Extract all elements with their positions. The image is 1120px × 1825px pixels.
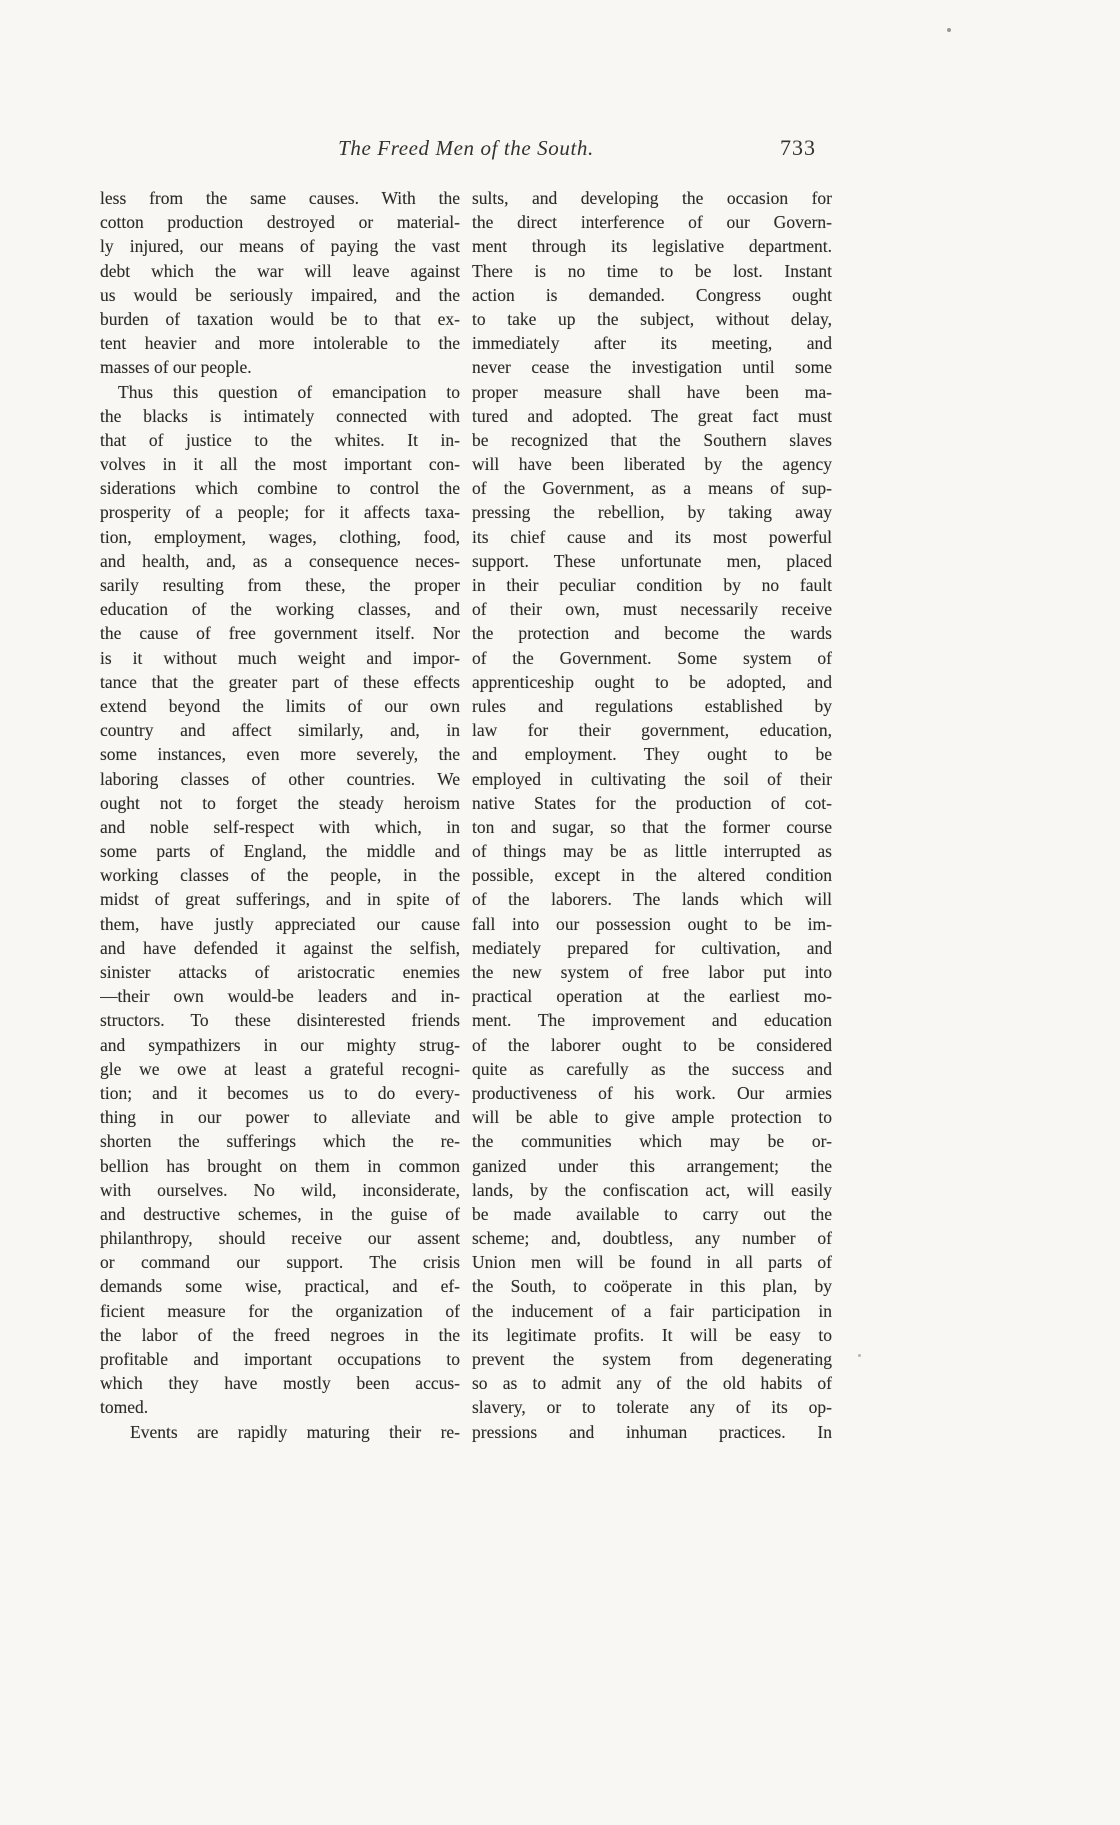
text-line: rules and regulations established by bbox=[472, 695, 832, 716]
text-line: prosperity of a people; for it affects taxa- bbox=[100, 502, 460, 523]
text-line: employed in cultivating the soil of their bbox=[472, 768, 832, 789]
text-line: practical operation at the earliest mo- bbox=[472, 986, 832, 1007]
text-line: demands some wise, practical, and ef- bbox=[100, 1276, 460, 1297]
text-line: philanthropy, should receive our assent bbox=[100, 1228, 460, 1249]
text-line: its chief cause and its most powerful bbox=[472, 526, 832, 547]
text-line: profitable and important occupations to bbox=[100, 1349, 460, 1369]
text-line: siderations which combine to control the bbox=[100, 478, 460, 499]
text-line: or command our support. The crisis bbox=[100, 1252, 460, 1273]
text-line: structors. To these disinterested friends bbox=[100, 1010, 460, 1031]
text-line: pressions and inhuman practices. In bbox=[472, 1421, 832, 1442]
text-line: ought not to forget the steady heroism bbox=[100, 792, 460, 813]
text-line: country and affect similarly, and, in bbox=[100, 720, 460, 741]
text-line: ton and sugar, so that the former course bbox=[472, 816, 832, 837]
text-line: the protection and become the wards bbox=[472, 623, 832, 644]
text-line: law for their government, education, bbox=[472, 720, 832, 741]
text-line: tent heavier and more intolerable to the bbox=[100, 333, 460, 354]
text-line: slavery, or to tolerate any of its op- bbox=[472, 1397, 832, 1418]
text-line: never cease the investigation until some bbox=[472, 357, 832, 378]
text-line: of the Government. Some system of bbox=[472, 647, 832, 668]
text-line: of things may be as little interrupted as bbox=[472, 841, 832, 862]
text-line: bellion has brought on them in common bbox=[100, 1155, 460, 1176]
text-line: scheme; and, doubtless, any number of bbox=[472, 1228, 832, 1249]
text-line: ly injured, our means of paying the vast bbox=[100, 236, 460, 257]
text-line: lands, by the confiscation act, will easily bbox=[472, 1179, 832, 1200]
text-line: There is no time to be lost. Instant bbox=[472, 260, 832, 281]
text-line: of the laborers. The lands which will bbox=[472, 889, 832, 910]
text-line: will have been liberated by the agency bbox=[472, 454, 832, 475]
text-line: us would be seriously impaired, and the bbox=[100, 284, 460, 305]
text-line: in their peculiar condition by no fault bbox=[472, 575, 832, 595]
text-line: that of justice to the whites. It in- bbox=[100, 429, 460, 450]
text-line: Events are rapidly maturing their re- bbox=[130, 1421, 460, 1442]
text-line: native States for the production of cot- bbox=[472, 792, 832, 813]
text-line: with ourselves. No wild, inconsiderate, bbox=[100, 1179, 460, 1200]
text-line: which they have mostly been accus- bbox=[100, 1373, 460, 1394]
text-line: them, have justly appreciated our cause bbox=[100, 913, 460, 934]
text-line: mediately prepared for cultivation, and bbox=[472, 937, 832, 958]
text-line: midst of great sufferings, and in spite of bbox=[100, 889, 460, 910]
text-line: ganized under this arrangement; the bbox=[472, 1155, 832, 1176]
text-line: and have defended it against the selfish, bbox=[100, 937, 460, 958]
scan-speck bbox=[947, 28, 951, 32]
text-line: ment through its legislative department. bbox=[472, 236, 832, 257]
text-line: and noble self-respect with which, in bbox=[100, 816, 460, 837]
text-line: gle we owe at least a grateful recogni- bbox=[100, 1058, 460, 1079]
text-line: the South, to coöperate in this plan, by bbox=[472, 1276, 832, 1297]
text-line: action is demanded. Congress ought bbox=[472, 284, 832, 305]
text-line: will be able to give ample protection to bbox=[472, 1107, 832, 1128]
text-line: sults, and developing the occasion for bbox=[472, 188, 832, 208]
text-line: be recognized that the Southern slaves bbox=[472, 429, 832, 450]
right-column bbox=[472, 186, 832, 1444]
page-title: The Freed Men of the South. bbox=[338, 136, 594, 160]
text-line: of the laborer ought to be considered bbox=[472, 1034, 832, 1055]
page-number: 733 bbox=[780, 135, 816, 160]
text-line: ficient measure for the organization of bbox=[100, 1300, 460, 1321]
text-line: shorten the sufferings which the re- bbox=[100, 1131, 460, 1152]
text-line: be made available to carry out the bbox=[472, 1203, 832, 1224]
text-line: some parts of England, the middle and bbox=[100, 841, 460, 862]
text-line: and employment. They ought to be bbox=[472, 744, 832, 765]
text-line: debt which the war will leave against bbox=[100, 260, 460, 281]
text-line: tance that the greater part of these effects bbox=[100, 671, 460, 692]
text-line: immediately after its meeting, and bbox=[472, 333, 832, 354]
text-line: of the Government, as a means of sup- bbox=[472, 478, 832, 499]
text-line: Thus this question of emancipation to bbox=[118, 381, 460, 402]
text-line: the blacks is intimately connected with bbox=[100, 405, 460, 426]
left-column bbox=[100, 186, 460, 1444]
text-line: sinister attacks of aristocratic enemies bbox=[100, 962, 460, 982]
text-line: of their own, must necessarily receive bbox=[472, 599, 832, 620]
text-line: fall into our possession ought to be im- bbox=[472, 913, 832, 934]
text-line: working classes of the people, in the bbox=[100, 865, 460, 886]
text-line: some instances, even more severely, the bbox=[100, 744, 460, 765]
text-line: tured and adopted. The great fact must bbox=[472, 405, 832, 426]
text-line: the direct interference of our Govern- bbox=[472, 212, 832, 233]
text-line: —their own would-be leaders and in- bbox=[100, 986, 460, 1007]
text-line: less from the same causes. With the bbox=[100, 188, 460, 208]
text-line: pressing the rebellion, by taking away bbox=[472, 502, 832, 523]
text-line: thing in our power to alleviate and bbox=[100, 1107, 460, 1128]
text-line: and health, and, as a consequence neces- bbox=[100, 550, 460, 571]
text-line: proper measure shall have been ma- bbox=[472, 381, 832, 402]
text-line: ment. The improvement and education bbox=[472, 1010, 832, 1031]
text-line: tion; and it becomes us to do every- bbox=[100, 1082, 460, 1103]
text-line: extend beyond the limits of our own bbox=[100, 695, 460, 716]
running-head bbox=[100, 136, 832, 166]
text-line: cotton production destroyed or material- bbox=[100, 212, 460, 233]
text-line: prevent the system from degenerating bbox=[472, 1349, 832, 1369]
text-line: support. These unfortunate men, placed bbox=[472, 550, 832, 571]
text-line: tomed. bbox=[100, 1397, 149, 1418]
text-line: the cause of free government itself. Nor bbox=[100, 623, 460, 644]
text-line: masses of our people. bbox=[100, 357, 252, 378]
text-line: is it without much weight and impor- bbox=[100, 647, 460, 668]
text-line: so as to admit any of the old habits of bbox=[472, 1373, 832, 1394]
text-line: the new system of free labor put into bbox=[472, 962, 832, 982]
text-line: possible, except in the altered condition bbox=[472, 865, 832, 886]
text-line: the communities which may be or- bbox=[472, 1131, 832, 1152]
text-line: sarily resulting from these, the proper bbox=[100, 575, 460, 595]
text-line: burden of taxation would be to that ex- bbox=[100, 308, 460, 329]
text-line: education of the working classes, and bbox=[100, 599, 460, 620]
scan-speck bbox=[858, 1354, 861, 1357]
text-line: the inducement of a fair participation in bbox=[472, 1300, 832, 1321]
text-line: productiveness of his work. Our armies bbox=[472, 1082, 832, 1103]
text-columns bbox=[100, 186, 832, 1444]
text-line: apprenticeship ought to be adopted, and bbox=[472, 671, 832, 692]
text-line: its legitimate profits. It will be easy to bbox=[472, 1324, 832, 1345]
text-line: Union men will be found in all parts of bbox=[472, 1252, 832, 1273]
text-line: to take up the subject, without delay, bbox=[472, 308, 832, 329]
text-line: the labor of the freed negroes in the bbox=[100, 1324, 460, 1345]
text-line: and destructive schemes, in the guise of bbox=[100, 1203, 460, 1224]
text-line: tion, employment, wages, clothing, food, bbox=[100, 526, 460, 547]
text-line: quite as carefully as the success and bbox=[472, 1058, 832, 1079]
text-line: laboring classes of other countries. We bbox=[100, 768, 460, 789]
text-line: volves in it all the most important con- bbox=[100, 454, 460, 475]
text-line: and sympathizers in our mighty strug- bbox=[100, 1034, 460, 1055]
